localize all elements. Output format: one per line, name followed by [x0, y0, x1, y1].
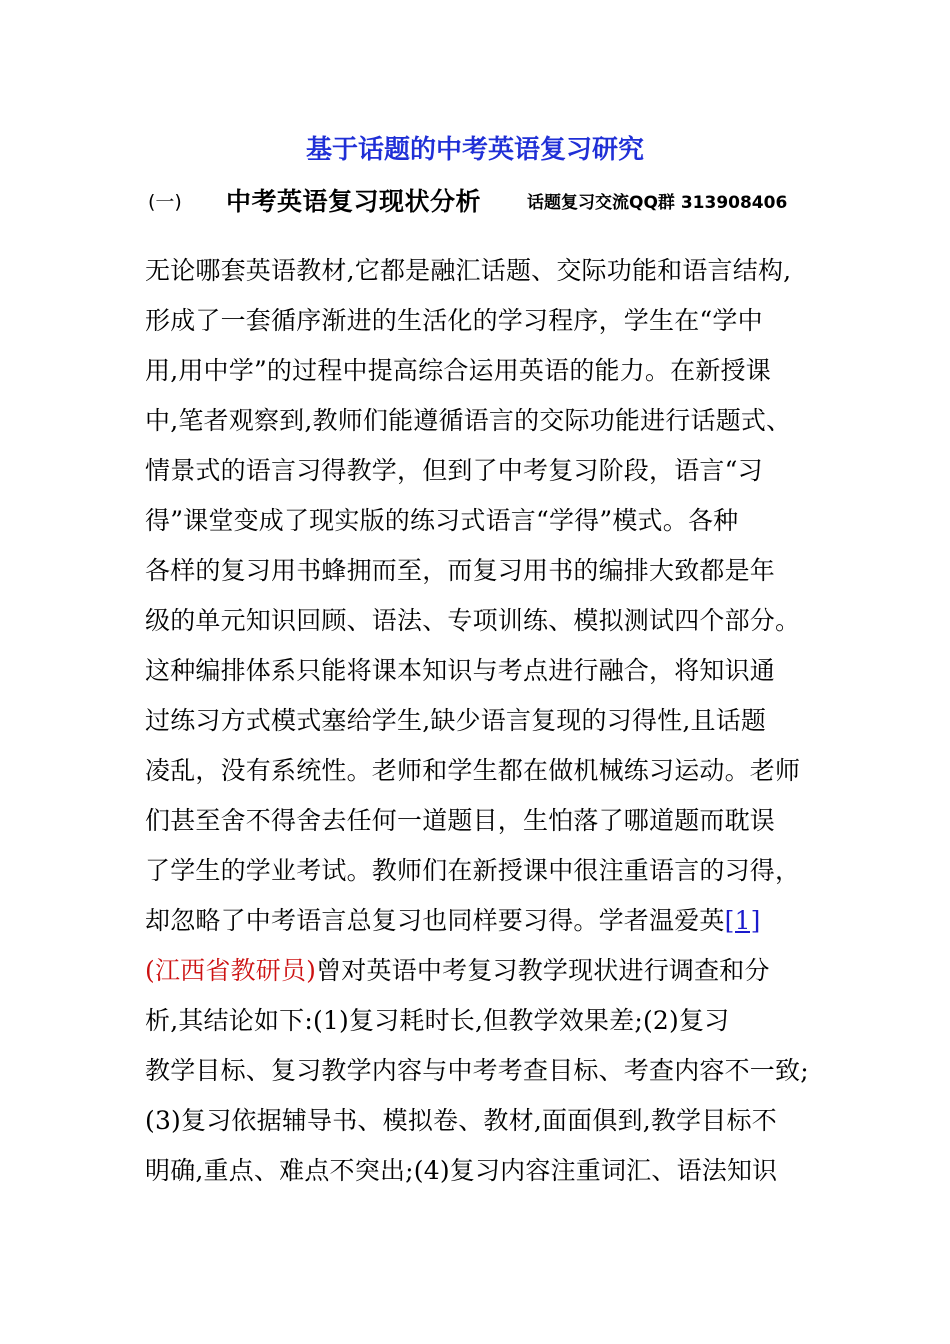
body-line: 凌乱，没有系统性。老师和学生都在做机械练习运动。老师 — [145, 756, 801, 785]
body-line: 过练习方式模式塞给学生,缺少语言复现的习得性,且话题 — [145, 706, 767, 735]
body-line: 各样的复习用书蜂拥而至，而复习用书的编排大致都是年 — [145, 556, 776, 585]
body-line: 教学目标、复习教学内容与中考考查目标、考查内容不一致; — [145, 1056, 809, 1085]
body-line: 了学生的学业考试。教师们在新授课中很注重语言的习得， — [145, 856, 801, 885]
body-line: 析,其结论如下:(1)复习耗时长,但教学效果差;(2)复习 — [145, 1006, 730, 1035]
section-header — [148, 180, 828, 220]
body-line: 用,用中学”的过程中提高综合运用英语的能力。在新授课 — [145, 356, 771, 385]
body-line: 形成了一套循序渐进的生活化的学习程序，学生在“学中 — [145, 306, 763, 335]
body-line: 无论哪套英语教材,它都是融汇话题、交际功能和语言结构, — [145, 256, 792, 285]
body-line: 们甚至舍不得舍去任何一道题目，生怕落了哪道题而耽误 — [145, 806, 776, 835]
body-line-with-highlight — [145, 946, 815, 996]
body-line-with-reference — [145, 896, 815, 946]
highlighted-affiliation: (江西省教研员) — [145, 956, 317, 985]
body-line: 中,笔者观察到,教师们能遵循语言的交际功能进行话题式、 — [145, 406, 792, 435]
section-heading: 中考英语复习现状分析 — [226, 187, 482, 216]
document-title: 基于话题的中考英语复习研究 — [305, 135, 644, 165]
body-line: 级的单元知识回顾、语法、专项训练、模拟测试四个部分。 — [145, 606, 801, 635]
body-line: (3)复习依据辅导书、模拟卷、教材,面面俱到,教学目标不 — [145, 1106, 777, 1135]
body-paragraph — [145, 246, 815, 1196]
body-line: 得”课堂变成了现实版的练习式语言“学得”模式。各种 — [145, 506, 739, 535]
section-number: (一) — [148, 190, 182, 213]
body-line: 情景式的语言习得教学，但到了中考复习阶段，语言“习 — [145, 456, 763, 485]
body-line-text: 曾对英语中考复习教学现状进行调查和分 — [316, 956, 770, 985]
body-line: 明确,重点、难点不突出;(4)复习内容注重词汇、语法知识 — [145, 1156, 778, 1185]
qq-group-note: 话题复习交流QQ群 313908406 — [527, 192, 788, 213]
footnote-reference-link[interactable]: [1] — [724, 906, 761, 935]
body-line: 这种编排体系只能将课本知识与考点进行融合，将知识通 — [145, 656, 776, 685]
body-line-text: 却忽略了中考语言总复习也同样要习得。学者温爱英 — [145, 906, 725, 935]
